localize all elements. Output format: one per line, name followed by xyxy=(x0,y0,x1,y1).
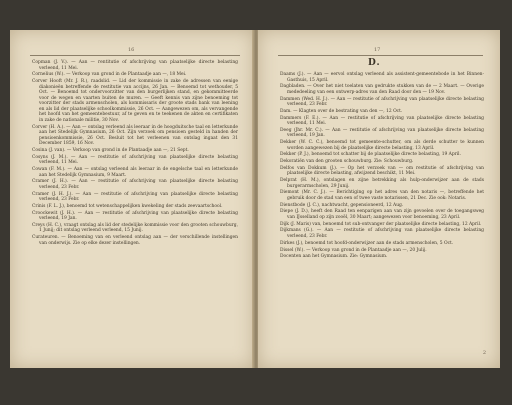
right-page xyxy=(258,30,500,368)
index-entry: Deeg (Jhr. Mr. C.). — Aan — restitutie of afschrijving van plaatselijke directe belasting verleend, 19 Jan. xyxy=(280,127,484,139)
index-entry: Delfos van Dokkum (J.). — Op het verzoek van — om restitutie of afschrijving van plaatselijke directe belasting, afwijzend beschikt, 11 Mei. xyxy=(280,165,484,177)
index-entry: Cramer (J. H. J.). — Aan — restitutie of afschrijving van plaatselijke directe belasting verleend, 23 Febr. xyxy=(32,191,238,203)
index-entry: Dam. — Klagten over de bestrating van den —, 12 Oct. xyxy=(280,108,403,114)
left-page-entries xyxy=(32,60,238,247)
index-entry: Cowan (F. M.). — Aan — ontslag verleend als leeraar in de engelsche taal en letterkunde aan het Stedelijk Gymnasium, 9 Maart. xyxy=(32,166,238,178)
index-entry: Dissel (W.). — Verkoop van grond in de Plantaadje aan —, 20 Julij. xyxy=(280,247,427,253)
index-entry: Curateuren. — Benoeming van en verleend ontslag aan — der verschillende instellingen van onderwijs. Zie op elke dezer instellingen. xyxy=(32,235,238,246)
index-entry: Dekoratiën van den grooten schouwburg. Zie: Schouwburg. xyxy=(280,159,414,165)
index-entry: Cosina (J. van). — Verkoop van grond in de Plantaadje aan —, 21 Sept. xyxy=(32,147,189,153)
right-page-entries xyxy=(280,72,484,261)
page-number-left: 16 xyxy=(128,47,135,53)
index-entry: Dammen (Wed. H. J.). — Aan — restitutie of afschrijving van plaatselijke directe belasting verleend, 23 Febr. xyxy=(280,96,484,108)
index-entry: Cosyns (J. M.). — Aan — restitutie of afschrijving van plaatselijke directe belasting verleend, 11 Mei. xyxy=(32,154,238,166)
index-entry: Delprat (H. M.), ontslagen en zijne betrekking als hulp-onderwijzer aan de stads burgerarmscholen, 29 Junij. xyxy=(280,178,484,189)
index-entry: Creys (H. C.), vraagt ontslag als lid der stedelijke kommissie voor den grooten schouwburg, 1 Junij; dit ontslag verleend verleend, 15 Junij. xyxy=(32,222,238,234)
index-entry: Dammers (F. E.). — Aan — restitutie of afschrijving van plaatselijke directe belasting verleend, 11 Mei. xyxy=(280,115,484,127)
index-entry: Dekker (W. C. C.), benoemd tot gemeente-schutter, om als derde schutter te kunnen worden aangewezen bij de plaatselijke directe belasting, 13 April. xyxy=(280,140,484,151)
index-entry: Diepe (J. D.), heeft den Raad ten eenparigen aan van zijn gevoelen over de toegangsweg van IJsselland op zijn zooël, 30 Maart; aangewezen voor benoeming, 23 April. xyxy=(280,209,484,221)
index-entry: Crinis (F. L. J.), benoemd tot wetenschappelijken kwekeling der stads zeevaartschool. xyxy=(32,203,223,209)
index-entry: Cramer (J. H.). — Aan — restitutie of afschrijving van plaatselijke directe belasting verleend, 23 Febr. xyxy=(32,179,238,190)
index-entry: Cornelius (W.). — Verkoop van grond in de Plantaadje aan —, 18 Mei. xyxy=(32,72,187,78)
index-entry: Daams (J.). — Aan — eervol ontslag verleend als assistent-gemeentebode in het Binnen-Gasthuis, 15 April. xyxy=(280,72,484,83)
index-entry: Dijk (J. Maris) van, benoemd tot sub-ontvanger der plaatselijke directe belasting, 12 April. xyxy=(280,221,482,227)
index-entry: Diemont (Mr. C. J.). — Berichtiging op het adres van den notaris —, betreffende het gebruik door de stad van een of twee vaste notarissen, 21 Dec. Zie ook: Notaris. xyxy=(280,190,484,201)
index-entry: Dienstbode (J. C.), nachtwacht, gepensioneerd, 12 Aug. xyxy=(280,202,404,208)
index-entry: Dagbladen. — Over het niet toelaten van gedrukte stukken van de — 2 Maart. — Overige mededeeling van een ontwerp-adres van den Raad door den — 19 Nov. xyxy=(280,84,484,95)
index-entry: Copman (J. V.). — Aan — rentitutie of afschrijving van plaatselijke directe belasting verleend, 11 Mei. xyxy=(32,60,238,71)
header-rule-left xyxy=(30,55,240,56)
index-entry: Corver (H. A.). — Aan — ontslag verleend als leeraar in de hoogduitsche taal en letterkunde aan het Stedelijk Gymnasium, 26 Oct. Zijn verzoek om pensioen gesteld in handen der pensioenkommissie, 26 Oct. Besluit tot het verleenen van ontslag ingaat den 31 December 1859, 16 Nov. xyxy=(32,124,238,147)
index-entry: Croockewit (J. H.). — Aan — restitutie of afschrijving van plaatselijke directe belasting verleend, 19 Jan. xyxy=(32,210,238,222)
signature-mark: 2 xyxy=(482,350,486,356)
header-rule-right xyxy=(278,55,483,56)
index-entry: Dekker (P. J.), benoemd tot schatter bij de plaatselijke directe belasting, 19 April. xyxy=(280,152,461,158)
section-letter: D. xyxy=(368,58,381,68)
index-entry: Corver Hooft (Mr. J. R.), raadslid. — Lid der kommissie in zake de adressen van eenige diakonieën betreffende de restitutie van accijns, 26 Jan. — Benoemd tot wethouder, 5 Oct. — Benoemd tot ondervoorzitter van den burgerlijken stand, en gekommitteerde voor de wegen en vaarten buiten de muren. — Geeft kennis van zijne benoeming tot voorzitter der stads armenscholen, als kommissaris der groote stads bank van leening en als lid der plaatselijke schoolkommissie, 26 Oct. — Aangewezen om, als vervangende het hoofd van het gemeentebestuur, af te geven en te teekenen de akten en certifikaten in zake de nationale militie, 30 Nov. xyxy=(32,79,238,123)
index-entry: Docenten aan het Gymnasium. Zie: Gymnasium. xyxy=(280,254,388,260)
left-page xyxy=(10,30,254,368)
index-entry: Dijkmans (G.). — Aan — restitutie of afschrijving van plaatselijke directe belasting verleend, 23 Febr. xyxy=(280,228,484,240)
page-number-right: 17 xyxy=(374,47,381,53)
index-entry: Dirkes (J.), benoemd tot hoofd-onderwijzer aan de stads armenscholen, 5 Oct. xyxy=(280,240,454,246)
